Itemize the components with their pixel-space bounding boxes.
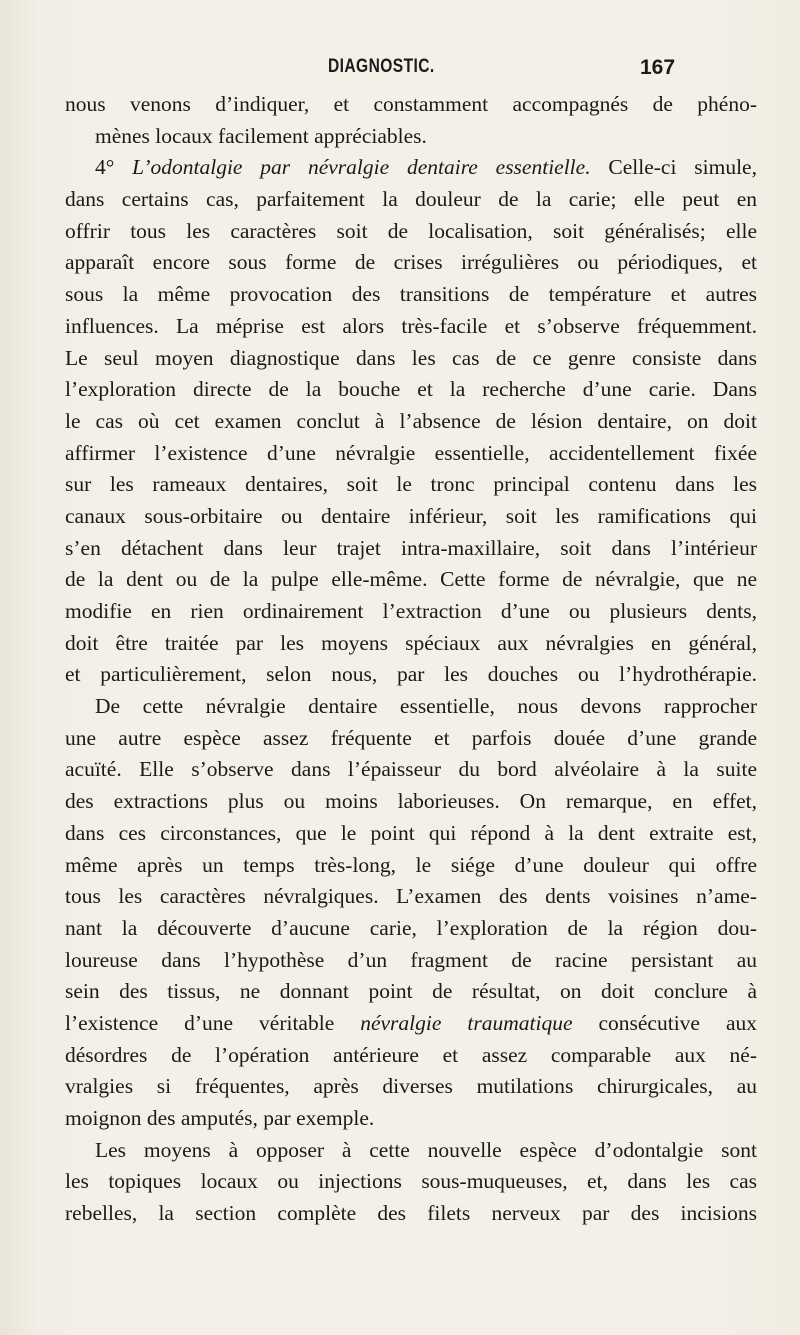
text-line: affirmer l’existence d’une névralgie essentielle, accidentellement fixée: [65, 440, 757, 465]
text-line: une autre espèce assez fréquente et parfois douée d’une grande: [65, 725, 757, 750]
section-heading: L’odontalgie par névralgie dentaire essentielle.: [132, 155, 591, 180]
text-line: des extractions plus ou moins laborieuses. On remarque, en effet,: [65, 789, 757, 814]
text-line: les topiques locaux ou injections sous-muqueuses, et, dans les cas: [65, 1169, 757, 1194]
text-line: sous la même provocation des transitions de température et autres: [65, 282, 757, 307]
text-line: dans ces circonstances, que le point qui répond à la dent extraite est,: [65, 820, 757, 845]
text-line: même après un temps très-long, le siége d’une douleur qui offre: [65, 852, 757, 877]
text-line: 4° L’odontalgie par névralgie dentaire essentielle. Celle-ci simule,: [95, 155, 757, 180]
text-line: nant la découverte d’aucune carie, l’exploration de la région dou-: [65, 915, 757, 940]
text-line: influences. La méprise est alors très-facile et s’observe fréquemment.: [65, 313, 757, 338]
text-line: moignon des amputés, par exemple.: [65, 1106, 375, 1130]
text-line: sein des tissus, ne donnant point de résultat, on doit conclure à: [65, 979, 757, 1004]
text-line: offrir tous les caractères soit de localisation, soit généralisés; elle: [65, 218, 757, 243]
text-line: canaux sous-orbitaire ou dentaire inférieur, soit les ramifications qui: [65, 503, 757, 528]
page-header: [0, 56, 800, 86]
text-line: nous venons d’indiquer, et constamment accompagnés de phéno-: [65, 92, 757, 116]
text-line: doit être traitée par les moyens spéciaux aux névralgies en général,: [65, 630, 757, 655]
text-line: vralgies si fréquentes, après diverses mutilations chirurgicales, au: [65, 1074, 757, 1099]
text-line: dans certains cas, parfaitement la douleur de la carie; elle peut en: [65, 187, 757, 212]
text-line: de la dent ou de la pulpe elle-même. Cette forme de névralgie, que ne: [65, 567, 757, 592]
text-line: sur les rameaux dentaires, soit le tronc principal contenu dans les: [65, 472, 757, 497]
emphasized-term: névralgie traumatique: [360, 1010, 573, 1035]
text-line: désordres de l’opération antérieure et assez comparable aux né-: [65, 1042, 757, 1067]
text-line: l’existence d’une véritable névralgie traumatique consécutive aux: [65, 1010, 757, 1035]
text-line: modifie en rien ordinairement l’extraction d’une ou plusieurs dents,: [65, 599, 757, 623]
running-title: DIAGNOSTIC.: [328, 56, 435, 77]
text-line: tous les caractères névralgiques. L’examen des dents voisines n’ame-: [65, 884, 757, 909]
text-line: rebelles, la section complète des filets nerveux par des incisions: [65, 1201, 757, 1226]
text-line: Les moyens à opposer à cette nouvelle espèce d’odontalgie sont: [95, 1137, 757, 1162]
page-number: 167: [640, 56, 676, 79]
text-line: mènes locaux facilement appréciables.: [95, 123, 427, 148]
text-line: loureuse dans l’hypothèse d’un fragment de racine persistant au: [65, 947, 757, 972]
text-line: acuïté. Elle s’observe dans l’épaisseur du bord alvéolaire à la suite: [65, 757, 757, 782]
text-line: s’en détachent dans leur trajet intra-maxillaire, soit dans l’intérieur: [65, 535, 757, 560]
text-line: Le seul moyen diagnostique dans les cas de ce genre consiste dans: [65, 345, 757, 370]
text-line: De cette névralgie dentaire essentielle, nous devons rapprocher: [95, 694, 757, 719]
text-line: l’exploration directe de la bouche et la recherche d’une carie. Dans: [65, 377, 757, 402]
body-text: [65, 89, 757, 1230]
text-line: et particulièrement, selon nous, par les douches ou l’hydrothérapie.: [65, 662, 757, 687]
text-line: apparaît encore sous forme de crises irrégulières ou périodiques, et: [65, 250, 757, 275]
text-line: le cas où cet examen conclut à l’absence de lésion dentaire, on doit: [65, 408, 757, 433]
